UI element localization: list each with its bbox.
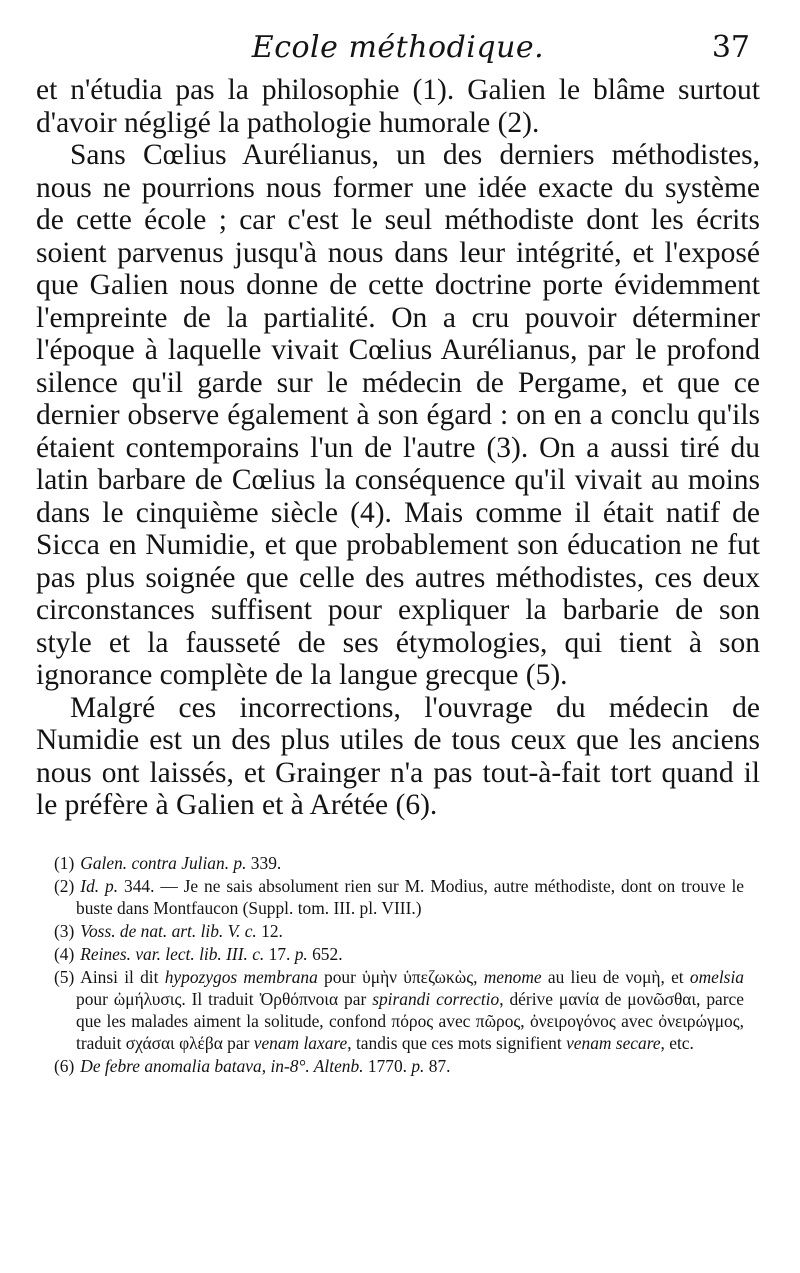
main-text: [36, 74, 760, 822]
footnote-text-run: De febre anomalia batava: [80, 1055, 262, 1076]
footnote-text-run: Galen. contra Julian. p.: [80, 852, 251, 873]
footnote-text-run: Voss. de nat. art. lib. V. c.: [80, 920, 262, 941]
footnote-separator: [36, 822, 760, 852]
footnote-3: [54, 920, 744, 942]
footnote-text-run: 87.: [424, 1055, 451, 1076]
footnote-1: [54, 852, 744, 874]
footnote-text-run: 652.: [312, 943, 343, 964]
footnote-2: [54, 875, 744, 919]
footnote-text-run: , tandis que ces mots signifient: [347, 1032, 567, 1053]
footnote-text-run: spirandi correctio: [372, 988, 500, 1009]
footnote-mark: (4): [54, 943, 75, 964]
footnote-text-run: ,: [261, 1055, 271, 1076]
paragraph-3: Malgré ces incorrections, l'ouvrage du médecin de Numidie est un des plus utiles de tous ceux que les anciens nous ont laissés, et Grainger n'a pas tout-à-fait tort quand il le préfère à Galien et à Arétée (6).: [36, 691, 760, 821]
paragraph-1: et n'étudia pas la philosophie (1). Galien le blâme surtout d'avoir négligé la pathologie humorale (2).: [36, 74, 760, 139]
footnote-text-run: Id. p.: [80, 875, 124, 896]
footnote-text-run: menome: [483, 966, 542, 987]
footnote-mark: (5): [54, 966, 75, 987]
footnote-4: [54, 943, 744, 965]
footnote-text-run: pour ὑμὴν ὑπεζωκὼς,: [317, 966, 484, 987]
footnote-text-run: venam laxare: [253, 1032, 348, 1053]
footnote-mark: (2): [54, 875, 75, 896]
footnote-text-run: Ainsi il dit: [80, 966, 165, 987]
footnote-text-run: 1770.: [363, 1055, 412, 1076]
running-head: [36, 30, 760, 74]
footnote-text-run: 344. — Je ne sais absolument rien sur M. Modius, autre méthodiste, dont on trouve le buste dans Montfaucon (Suppl. tom. III. pl. VIII.): [76, 875, 744, 918]
footnote-text-run: au lieu de νομὴ, et: [541, 966, 690, 987]
footnote-5: [54, 966, 744, 1054]
paragraph-2: Sans Cœlius Aurélianus, un des derniers méthodistes, nous ne pourrions nous former une idée exacte du système de cette école ; car c'est le seul méthodiste dont les écrits soient parvenus jusqu'à nous dans leur intégrité, et l'exposé que Galien nous donne de cette doctrine porte évidemment l'empreinte de la partialité. On a cru pouvoir déterminer l'époque à laquelle vivait Cœlius Aurélianus, par le profond silence qu'il garde sur le médecin de Pergame, et que ce dernier observe également à son égard : on en a conclu qu'ils étaient contemporains l'un de l'autre (3). On a aussi tiré du latin barbare de Cœlius la conséquence qu'il vivait au moins dans le cinquième siècle (4). Mais comme il était natif de Sicca en Numidie, et que probablement son éducation ne fut pas plus soignée que celle des autres méthodistes, ces deux circonstances suffisent pour expliquer la barbarie de son style et la fausseté de ses étymologies, qui tient à son ignorance complète de la langue grecque (5).: [36, 139, 760, 691]
footnote-text-run: , dérive μανία de μονῶσθαι, parce que les malades aiment la solitude, confond πόρος avec πῶρος, ὀνειρογόνος avec ὀνειρώγμος, traduit σχάσαι φλέβα par: [76, 988, 744, 1053]
footnote-text-run: pour ὠμήλυσις. Il traduit Ὀρθόπνοια par: [76, 988, 373, 1009]
running-title: Ecole méthodique.: [251, 30, 545, 65]
footnote-mark: (6): [54, 1055, 75, 1076]
footnote-text-run: 12.: [261, 920, 283, 941]
footnotes: [36, 852, 760, 1077]
page-number: 37: [711, 30, 750, 65]
footnote-text-run: 339.: [250, 852, 282, 873]
footnote-text-run: omelsia: [689, 966, 744, 987]
footnote-text-run: in-8°. Altenb.: [270, 1055, 364, 1076]
footnote-text-run: p.: [294, 943, 313, 964]
footnote-text-run: Reines. var. lect. lib. III. c.: [80, 943, 269, 964]
footnote-mark: (3): [54, 920, 75, 941]
footnote-text-run: , etc.: [660, 1032, 694, 1053]
footnote-text-run: venam secare: [566, 1032, 661, 1053]
footnote-mark: (1): [54, 852, 75, 873]
footnote-text-run: hypozygos membrana: [164, 966, 318, 987]
footnote-text-run: p.: [411, 1055, 425, 1076]
footnote-text-run: 17.: [268, 943, 295, 964]
footnote-6: [54, 1055, 744, 1077]
